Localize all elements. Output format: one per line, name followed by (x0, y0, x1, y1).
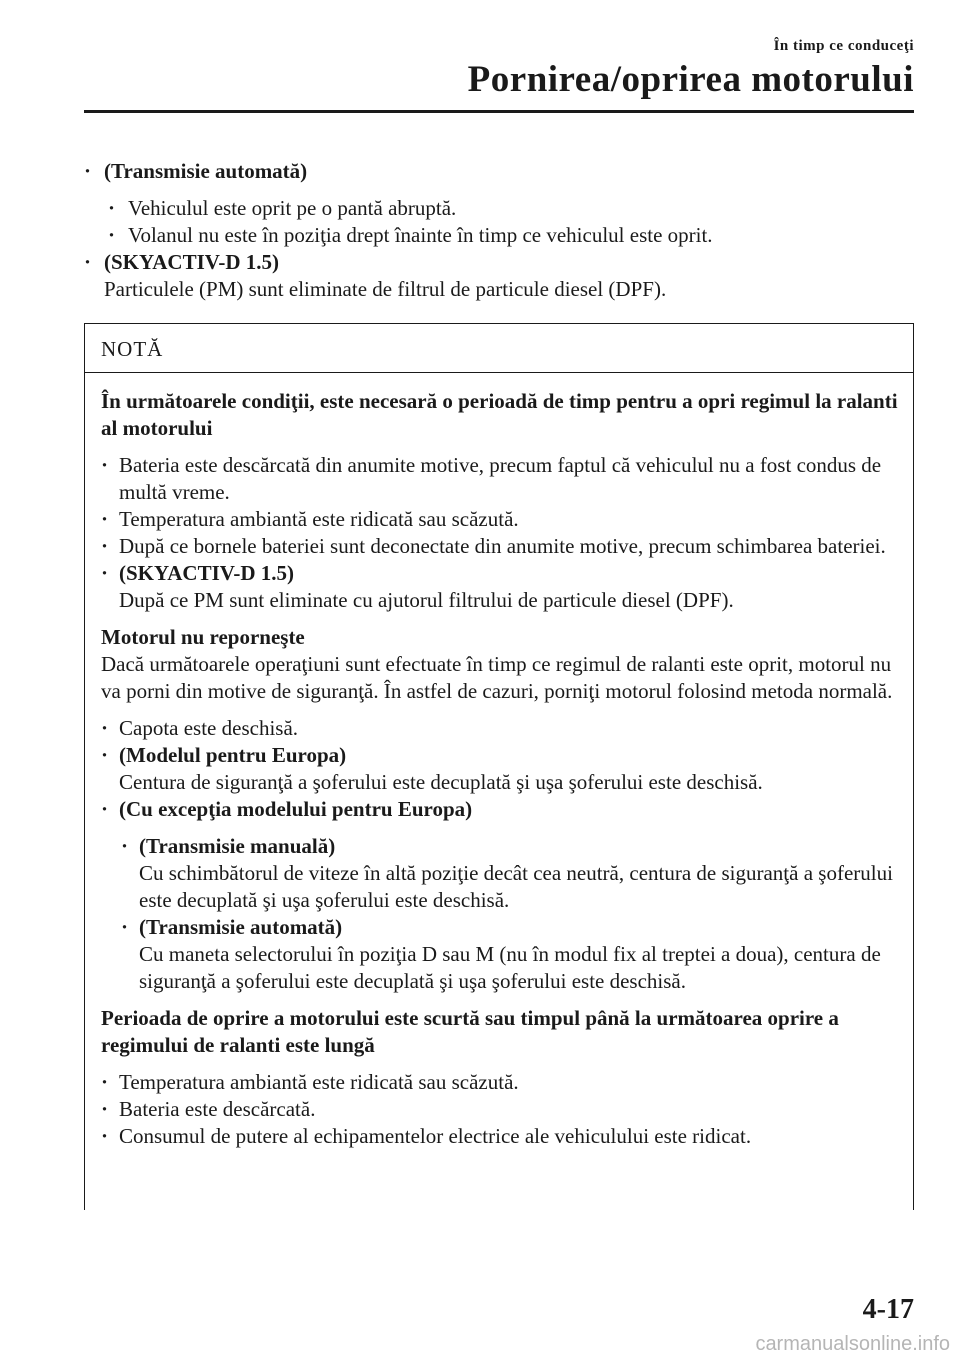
bullet-icon: · (101, 1124, 109, 1148)
bullet-icon: · (101, 1097, 109, 1121)
item-text: Capota este deschisă. (119, 716, 299, 740)
list-item (101, 452, 899, 506)
item-text: Volanul nu este în poziţia drept înainte în timp ce vehiculul este oprit. (128, 223, 713, 247)
page-title: Pornirea/oprirea motorului (467, 59, 914, 100)
note-title-row (85, 324, 913, 373)
header-rule (84, 110, 914, 113)
bullet-icon: · (101, 743, 109, 767)
list-item (84, 222, 914, 249)
list-item (84, 195, 914, 222)
note-section-heading: În următoarele condiţii, este necesară o perioadă de timp pentru a opri regimul la ralanti al motorului (101, 389, 898, 440)
item-text: Temperatura ambiantă este ridicată sau scăzută. (119, 1070, 519, 1094)
list-item (101, 833, 899, 914)
item-text: Cu maneta selectorului în poziţia D sau M (nu în modul fix al treptei a doua), centura de siguranţă a şoferului este decuplată şi uşa şoferului este deschisă. (139, 942, 881, 993)
list-item (101, 914, 899, 995)
item-text: După ce bornele bateriei sunt deconectate din anumite motive, precum schimbarea bateriei. (119, 534, 886, 558)
bullet-icon: · (101, 797, 109, 821)
item-heading: (Transmisie automată) (139, 915, 343, 939)
bullet-icon: · (101, 534, 109, 558)
bullet-icon: · (101, 561, 109, 585)
note-title: NOTĂ (101, 337, 164, 361)
bullet-icon: · (101, 453, 109, 477)
section-label: În timp ce conduceţi (773, 38, 914, 54)
item-text: Temperatura ambiantă este ridicată sau scăzută. (119, 507, 519, 531)
bullet-icon: · (108, 196, 116, 220)
note-body (101, 388, 899, 1150)
bullet-icon: · (101, 1070, 109, 1094)
item-heading: (Cu excepţia modelului pentru Europa) (119, 797, 473, 821)
item-heading: (SKYACTIV-D 1.5) (104, 250, 280, 274)
bullet-icon: · (84, 159, 92, 183)
item-text: După ce PM sunt eliminate cu ajutorul filtrului de particule diesel (DPF). (119, 588, 734, 612)
note-section-heading: Perioada de oprire a motorului este scurtă sau timpul până la următoarea oprire a regimului de ralanti este lungă (101, 1006, 839, 1057)
bullet-icon: · (101, 507, 109, 531)
note-section-heading: Motorul nu reporneşte (101, 625, 305, 649)
list-item (101, 796, 899, 823)
item-text: Centura de siguranţă a şoferului este decuplată şi uşa şoferului este deschisă. (119, 770, 763, 794)
item-text: Bateria este descărcată din anumite motive, precum faptul că vehiculul nu a fost condus de multă vreme. (119, 453, 882, 504)
item-text: Bateria este descărcată. (119, 1097, 316, 1121)
list-item (101, 742, 899, 796)
list-item (101, 1123, 899, 1150)
page-number: 4-17 (862, 1294, 914, 1325)
note-box (84, 323, 914, 1210)
top-list (84, 158, 914, 303)
item-heading: (Transmisie manuală) (139, 834, 336, 858)
watermark: carmanualsonline.info (755, 1333, 950, 1355)
list-item (84, 158, 914, 185)
item-text: Cu schimbătorul de viteze în altă poziţie decât cea neutră, centura de siguranţă a şoferului este decuplată şi uşa şoferului este deschisă. (139, 861, 893, 912)
item-text: Particulele (PM) sunt eliminate de filtrul de particule diesel (DPF). (104, 277, 667, 301)
item-text: Consumul de putere al echipamentelor electrice ale vehiculului este ridicat. (119, 1124, 752, 1148)
item-heading: (Modelul pentru Europa) (119, 743, 347, 767)
item-text: Vehiculul este oprit pe o pantă abruptă. (128, 196, 457, 220)
list-item (101, 533, 899, 560)
list-item (101, 506, 899, 533)
bullet-icon: · (108, 223, 116, 247)
list-item (101, 1096, 899, 1123)
bullet-icon: · (101, 716, 109, 740)
list-item (101, 560, 899, 614)
bullet-icon: · (84, 250, 92, 274)
item-heading: (SKYACTIV-D 1.5) (119, 561, 295, 585)
item-heading: (Transmisie automată) (104, 159, 308, 183)
bullet-icon: · (121, 915, 129, 939)
bullet-icon: · (121, 834, 129, 858)
list-item (101, 715, 899, 742)
list-item (84, 249, 914, 303)
note-paragraph: Dacă următoarele operaţiuni sunt efectuate în timp ce regimul de ralanti este oprit, motorul nu va porni din motive de siguranţă. În astfel de cazuri, porniţi motorul folosind metoda normală. (101, 652, 893, 703)
list-item (101, 1069, 899, 1096)
